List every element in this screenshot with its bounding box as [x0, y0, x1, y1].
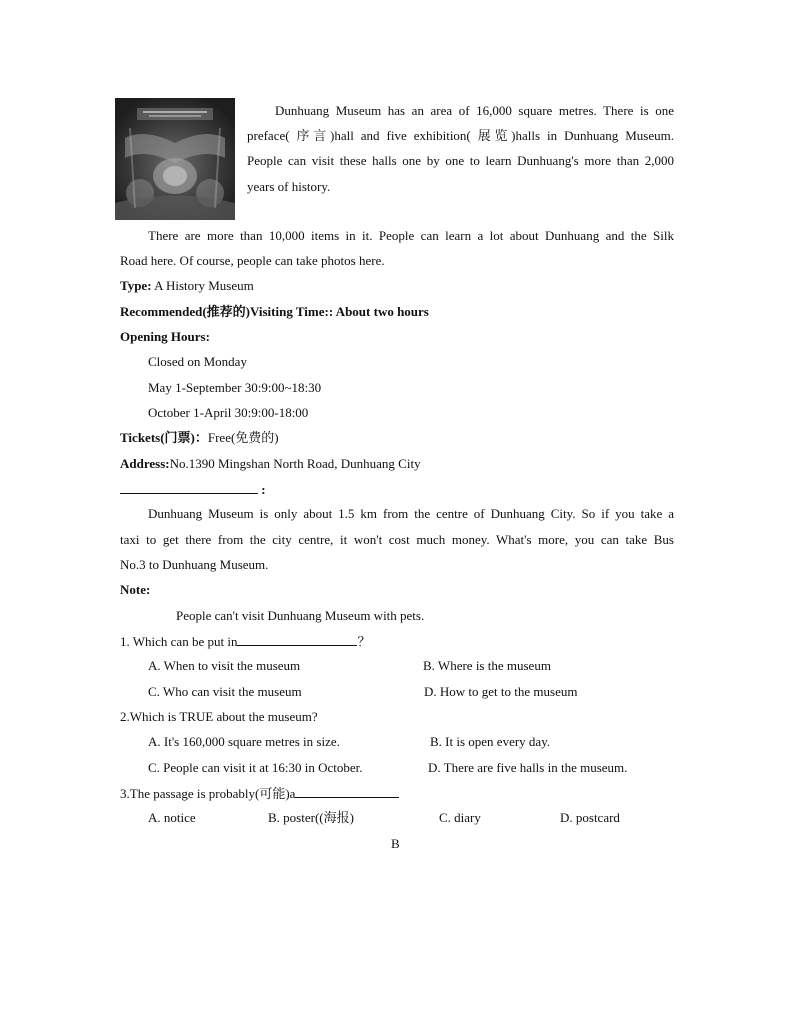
intro-line-3: People can visit these halls one by one to learn Dunhuang's more than 2,000	[247, 153, 674, 168]
question-3-text: 3.The passage is probably(可能)a	[120, 786, 296, 801]
note-text: People can't visit Dunhuang Museum with pets.	[176, 608, 425, 623]
transport-line-3: No.3 to Dunhuang Museum.	[120, 557, 269, 572]
note-label: Note:	[120, 582, 151, 597]
question-2-option-b[interactable]: B. It is open every day.	[430, 734, 551, 749]
question-1-blank[interactable]	[237, 633, 357, 646]
intro-text-1: Dunhuang Museum has an area of 16,000 square metres. There is one	[275, 103, 674, 118]
para2-line-1: There are more than 10,000 items in it. People can learn a lot about Dunhuang and the Silk	[148, 228, 674, 243]
question-3-option-d[interactable]: D. postcard	[560, 810, 620, 825]
hours-item: October 1-April 30:9:00-18:00	[148, 405, 309, 420]
question-3-option-b[interactable]: B. poster((海报)	[268, 810, 354, 825]
museum-photo-image	[115, 98, 235, 220]
question-2-option-c[interactable]: C. People can visit it at 16:30 in October.	[148, 760, 363, 775]
visiting-time: Recommended(推荐的)Visiting Time:: About two hours	[120, 304, 429, 319]
intro-line-2: preface( 序言)hall and five exhibition( 展览)halls in Dunhuang Museum.	[247, 128, 674, 143]
question-1-option-d[interactable]: D. How to get to the museum	[424, 684, 578, 699]
tickets-line	[120, 430, 279, 446]
type-line	[120, 278, 254, 294]
blank-heading-suffix: :	[258, 482, 266, 497]
address-label: Address:	[120, 456, 170, 471]
opening-hours-label: Opening Hours:	[120, 329, 210, 344]
question-1-option-c[interactable]: C. Who can visit the museum	[148, 684, 302, 699]
question-3-option-a[interactable]: A. notice	[148, 810, 196, 825]
blank-heading-line[interactable]	[120, 481, 258, 494]
question-2-option-d[interactable]: D. There are five halls in the museum.	[428, 760, 628, 775]
hours-item: Closed on Monday	[148, 354, 247, 369]
question-1-text: 1. Which can be put in	[120, 634, 238, 649]
question-1-option-b[interactable]: B. Where is the museum	[423, 658, 551, 673]
type-value: A History Museum	[151, 278, 254, 293]
question-3-option-c[interactable]: C. diary	[439, 810, 481, 825]
transport-line-2: taxi to get there from the city centre, it won't cost much money. What's more, you can take Bus	[120, 532, 674, 547]
para2-line-2: Road here. Of course, people can take photos here.	[120, 253, 385, 268]
address-line	[120, 456, 421, 472]
question-2-stem: 2.Which is TRUE about the museum?	[120, 709, 318, 724]
tickets-value: Free(免费的)	[207, 430, 279, 445]
blank-heading	[120, 481, 266, 498]
question-2-option-a[interactable]: A. It's 160,000 square metres in size.	[148, 734, 340, 749]
intro-line-4: years of history.	[247, 179, 331, 194]
museum-photo	[115, 98, 235, 220]
question-1-mark: ？	[357, 634, 371, 649]
address-value: No.1390 Mingshan North Road, Dunhuang City	[169, 456, 421, 471]
tickets-label: Tickets(门票)：	[120, 430, 208, 445]
question-3-stem	[120, 785, 399, 802]
type-label: Type:	[120, 278, 152, 293]
hours-item: May 1-September 30:9:00~18:30	[148, 380, 322, 395]
question-1-option-a[interactable]: A. When to visit the museum	[148, 658, 301, 673]
transport-line-1: Dunhuang Museum is only about 1.5 km from the centre of Dunhuang City. So if you take a	[148, 506, 674, 521]
section-letter: B	[391, 836, 400, 851]
question-1-stem	[120, 633, 370, 650]
question-3-blank[interactable]	[295, 785, 399, 798]
